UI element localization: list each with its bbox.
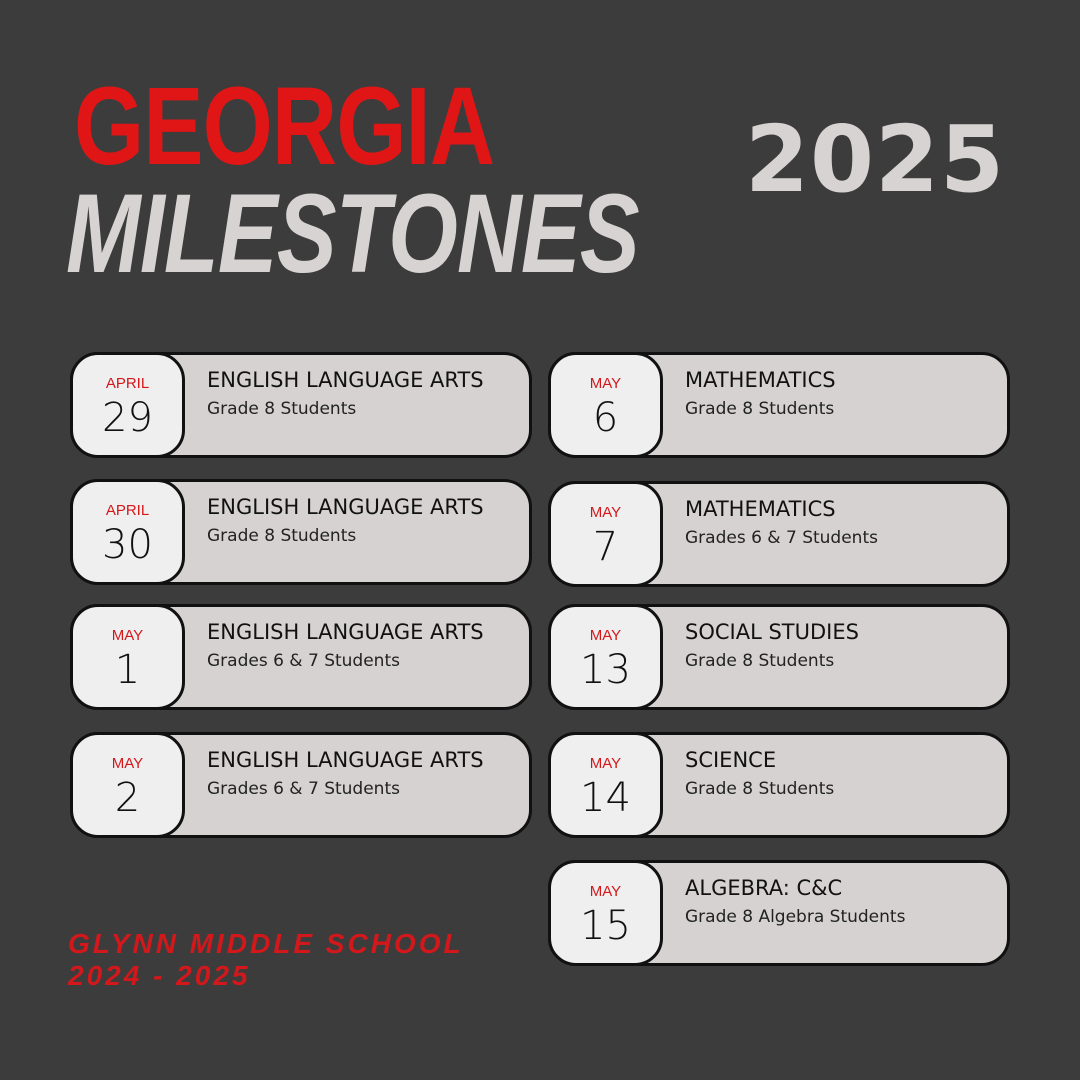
date-month: MAY bbox=[589, 627, 622, 644]
date-day: 13 bbox=[580, 647, 631, 693]
date-day: 7 bbox=[592, 524, 619, 570]
test-subject: MATHEMATICS bbox=[685, 368, 836, 392]
date-box bbox=[70, 352, 185, 458]
test-subject: ENGLISH LANGUAGE ARTS bbox=[207, 495, 484, 519]
school-footer bbox=[68, 928, 464, 992]
test-grade: Grades 6 & 7 Students bbox=[207, 651, 400, 671]
test-grade: Grade 8 Algebra Students bbox=[685, 907, 906, 927]
test-grade: Grades 6 & 7 Students bbox=[207, 779, 400, 799]
test-subject: MATHEMATICS bbox=[685, 497, 836, 521]
test-grade: Grade 8 Students bbox=[207, 399, 357, 419]
schedule-card bbox=[70, 479, 532, 585]
date-month: MAY bbox=[111, 755, 144, 772]
test-grade: Grade 8 Students bbox=[685, 779, 835, 799]
schedule-card bbox=[548, 732, 1010, 838]
school-name: GLYNN MIDDLE SCHOOL bbox=[68, 928, 464, 959]
date-box bbox=[548, 732, 663, 838]
date-box bbox=[548, 352, 663, 458]
title-georgia: GEORGIA bbox=[74, 65, 495, 188]
school-year: 2024 - 2025 bbox=[68, 960, 251, 991]
schedule-card bbox=[548, 481, 1010, 587]
title-milestones: MILESTONES bbox=[66, 171, 639, 296]
date-month: MAY bbox=[589, 883, 622, 900]
schedule-card bbox=[70, 732, 532, 838]
date-month: APRIL bbox=[105, 502, 150, 519]
date-box bbox=[70, 732, 185, 838]
test-subject: ENGLISH LANGUAGE ARTS bbox=[207, 748, 484, 772]
date-box bbox=[548, 604, 663, 710]
date-day: 14 bbox=[580, 775, 631, 821]
test-subject: SOCIAL STUDIES bbox=[685, 620, 859, 644]
date-month: MAY bbox=[589, 755, 622, 772]
test-subject: SCIENCE bbox=[685, 748, 777, 772]
date-month: MAY bbox=[589, 375, 622, 392]
test-subject: ALGEBRA: C&C bbox=[685, 876, 843, 900]
schedule-card bbox=[548, 352, 1010, 458]
date-box bbox=[548, 481, 663, 587]
test-grade: Grade 8 Students bbox=[207, 526, 357, 546]
test-grade: Grades 6 & 7 Students bbox=[685, 528, 878, 548]
date-day: 1 bbox=[114, 647, 141, 693]
date-box bbox=[70, 604, 185, 710]
schedule-card bbox=[548, 860, 1010, 966]
date-day: 2 bbox=[114, 775, 141, 821]
date-month: MAY bbox=[589, 504, 622, 521]
date-day: 30 bbox=[102, 522, 153, 568]
test-subject: ENGLISH LANGUAGE ARTS bbox=[207, 368, 484, 392]
test-subject: ENGLISH LANGUAGE ARTS bbox=[207, 620, 484, 644]
schedule-card bbox=[548, 604, 1010, 710]
test-grade: Grade 8 Students bbox=[685, 399, 835, 419]
date-month: APRIL bbox=[105, 375, 150, 392]
date-month: MAY bbox=[111, 627, 144, 644]
test-grade: Grade 8 Students bbox=[685, 651, 835, 671]
date-box bbox=[70, 479, 185, 585]
schedule-card bbox=[70, 352, 532, 458]
date-box bbox=[548, 860, 663, 966]
date-day: 29 bbox=[102, 395, 153, 441]
schedule-card bbox=[70, 604, 532, 710]
date-day: 15 bbox=[580, 903, 631, 949]
year-label: 2025 bbox=[745, 106, 1006, 213]
date-day: 6 bbox=[592, 395, 619, 441]
